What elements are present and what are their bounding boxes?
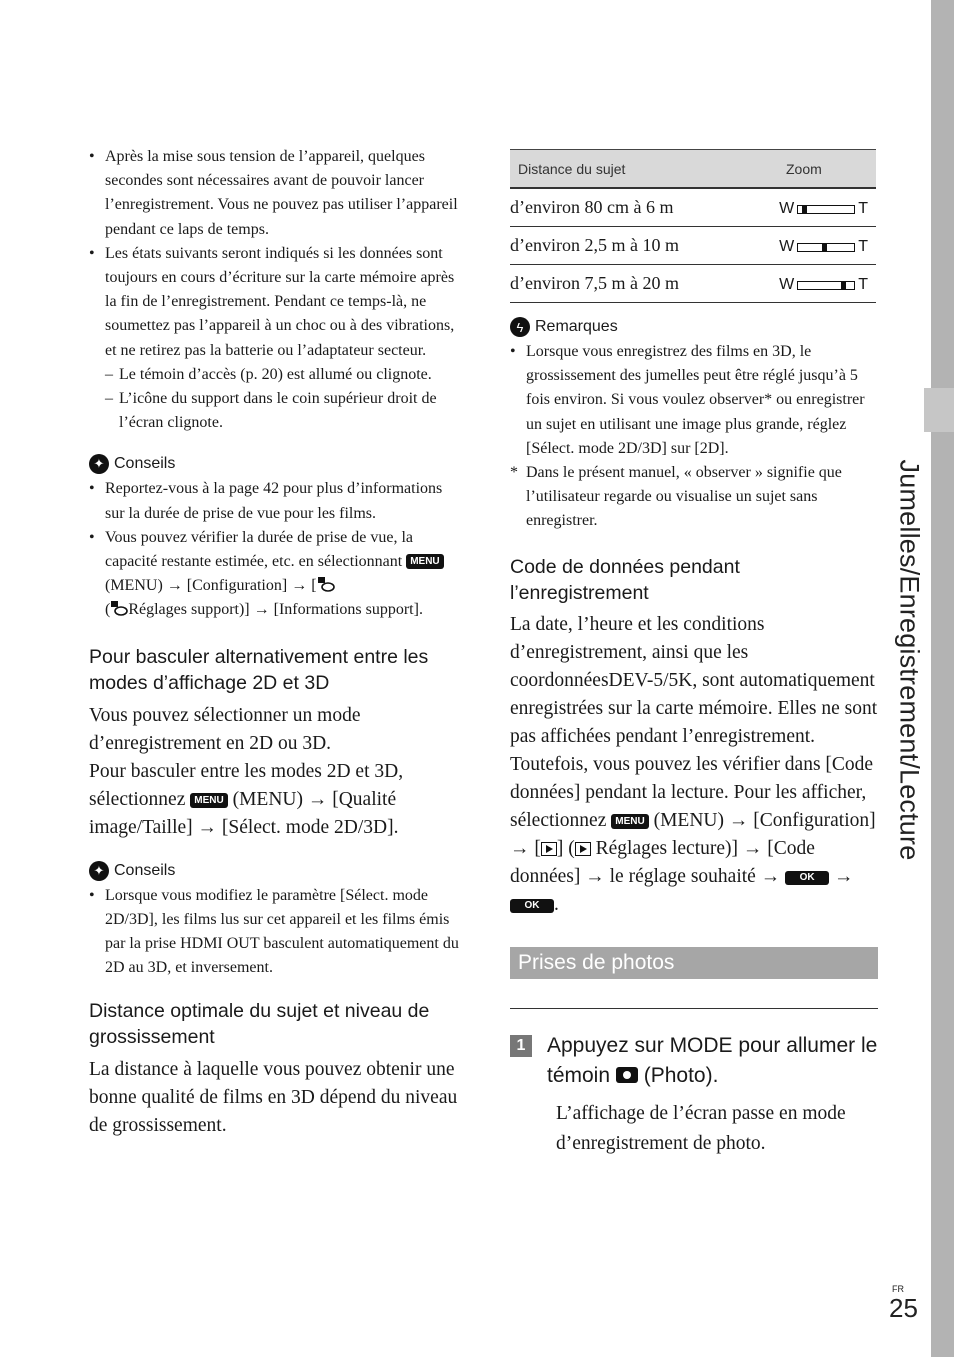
table-row: d’environ 80 cm à 6 m W T <box>510 188 876 227</box>
zoom-indicator: W T <box>779 276 868 293</box>
tips-heading: ✦ Conseils <box>89 453 464 475</box>
media-settings-icon <box>317 576 335 592</box>
list-item: • Après la mise sous tension de l’appareil, quelques secondes sont nécessaires avant de pouvoir lancer l’enregistrement. Vous ne pouvez pas utiliser l’appareil pendant ce laps de temps. <box>89 145 464 242</box>
warning-icon: ϟ <box>510 317 530 337</box>
tips-heading: ✦ Conseils <box>89 860 464 882</box>
menu-icon: MENU <box>190 793 227 808</box>
footnote-list <box>510 461 880 534</box>
list-item: • Les états suivants seront indiqués si les données sont toujours en cours d’écriture sur la carte mémoire après la fin de l’enregistrement. Pendant ce temps-là, ne soumettez pas l’appareil à un choc ou à des vibrations, et ne retirez pas la batterie ou l’adaptateur secteur. <box>89 242 464 363</box>
lightbulb-icon: ✦ <box>89 454 109 474</box>
table-header: Zoom <box>778 150 876 189</box>
menu-icon: MENU <box>611 814 648 829</box>
paragraph: La distance à laquelle vous pouvez obtenir une bonne qualité de films en 3D dépend du niveau de grossissement. <box>89 1059 458 1137</box>
step <box>510 1031 880 1091</box>
table-row: d’environ 7,5 m à 20 m W T <box>510 265 876 303</box>
step-number: 1 <box>510 1035 532 1057</box>
paragraph: La date, l’heure et les conditions d’enregistrement, ainsi que les coordonnéesDEV-5/5K, sont automatiquement enregistrées sur la carte mémoire. Elles ne sont pas affichées pendant l’enregistrement. Toutefois, vous pouvez les vérifier dans [Code données] pendant la lecture. Pour les afficher, sélectionnez MENU (MENU) → [Configuration] → [ ] ( Réglages lecture)] → [Code données] → le réglage souhaité → OK → OK . <box>510 613 878 915</box>
table-header: Distance du sujet <box>510 150 778 189</box>
side-section-title: Jumelles/Enregistrement/Lecture <box>894 459 925 861</box>
dash-list <box>89 363 464 436</box>
side-tab-bar <box>931 0 954 1357</box>
list-item: • Lorsque vous enregistrez des films en 3D, le grossissement des jumelles peut être réglé jusqu’à 5 fois environ. Si vous voulez observer* ou enregistrer un sujet en utilisant une image plus grande, réglez [Sélect. mode 2D/3D] sur [2D]. <box>510 340 880 461</box>
media-settings-icon <box>110 600 128 616</box>
table-row: d’environ 2,5 m à 10 m W T <box>510 227 876 265</box>
zoom-indicator: W T <box>779 200 868 217</box>
camera-icon <box>616 1067 638 1083</box>
section-heading: Distance optimale du sujet et niveau de grossissement <box>89 1000 430 1049</box>
list-item: • Lorsque vous modifiez le paramètre [Sélect. mode 2D/3D], les films lus sur cet appareil et les films émis par la prise HDMI OUT basculent automatiquement du 2D au 3D, et inversement. <box>89 884 464 981</box>
zoom-knob <box>822 243 827 252</box>
lightbulb-icon: ✦ <box>89 861 109 881</box>
paragraph: Vous pouvez sélectionner un mode d’enregistrement en 2D ou 3D. <box>89 704 361 754</box>
section-band: Prises de photos <box>510 947 878 979</box>
playback-icon <box>575 842 591 856</box>
zoom-knob <box>802 205 807 214</box>
ok-button: OK <box>785 871 829 885</box>
right-column <box>510 149 880 1159</box>
section-heading: Pour basculer alternativement entre les modes d’affichage 2D et 3D <box>89 645 429 694</box>
zoom-table <box>510 149 876 303</box>
list-item: – L’icône du support dans le coin supérieur droit de l’écran clignote. <box>89 387 464 435</box>
tips-list <box>89 477 464 622</box>
ok-button: OK <box>510 899 554 913</box>
zoom-knob <box>841 281 846 290</box>
zoom-indicator: W T <box>779 238 868 255</box>
notes-list <box>510 340 880 461</box>
section-heading: Code de données pendant l’enregistrement <box>510 555 740 604</box>
bullet-list <box>89 145 464 363</box>
tips-list <box>89 884 464 981</box>
language-code: FR <box>892 1284 904 1294</box>
list-item: – Le témoin d’accès (p. 20) est allumé ou clignote. <box>89 363 464 387</box>
step-description: L’affichage de l’écran passe en mode d’enregistrement de photo. <box>556 1102 846 1154</box>
step-title: Appuyez sur MODE pour allumer le témoin (Photo). <box>547 1033 878 1087</box>
side-tab-marker <box>924 388 954 432</box>
divider <box>510 1008 878 1009</box>
list-item: • Vous pouvez vérifier la durée de prise de vue, la capacité restante estimée, etc. en sélectionnant MENU (MENU) → [Configuration] → [ ( Réglages support)] → [Informations support]. <box>89 526 464 623</box>
footnote: * Dans le présent manuel, « observer » signifie que l’utilisateur regarde ou visualise un sujet sans enregistrer. <box>510 461 880 534</box>
paragraph: Pour basculer entre les modes 2D et 3D, sélectionnez MENU (MENU) → [Qualité image/Taille] → [Sélect. mode 2D/3D]. <box>89 760 404 838</box>
list-item: • Reportez-vous à la page 42 pour plus d’informations sur la durée de prise de vue pour les films. <box>89 477 464 525</box>
left-column <box>89 145 464 1140</box>
menu-icon: MENU <box>406 554 443 569</box>
page-number: 25 <box>889 1293 918 1323</box>
playback-icon <box>541 842 557 856</box>
notes-heading: ϟ Remarques <box>510 316 880 338</box>
